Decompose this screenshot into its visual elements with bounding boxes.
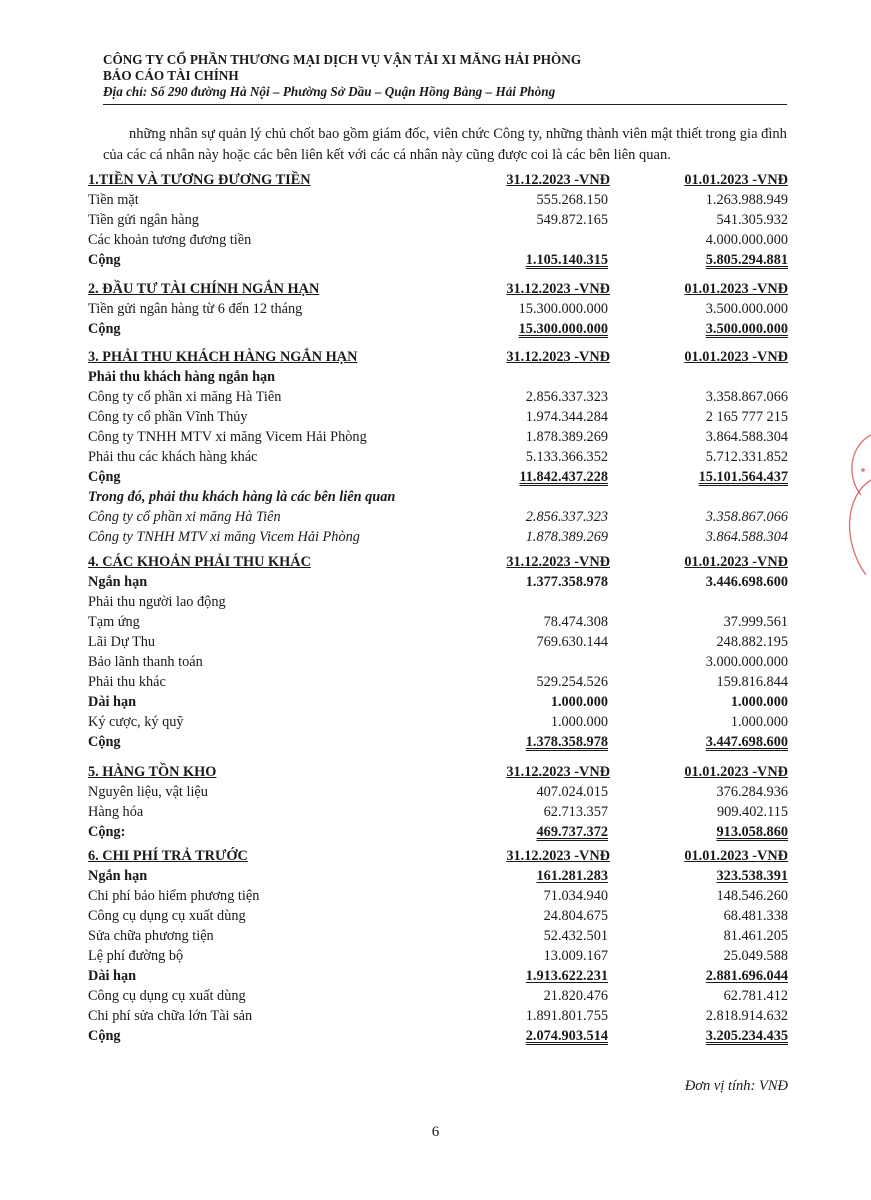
value-2023-12-31: 52.432.501 (543, 928, 608, 944)
value-2023-01-01: 25.049.588 (723, 948, 788, 964)
value-2023-12-31: 13.009.167 (543, 948, 608, 964)
value-2023-01-01: 62.781.412 (723, 988, 788, 1004)
value-2023-01-01: 3.447.698.600 (705, 734, 788, 750)
value-2023-01-01: 2.881.696.044 (705, 968, 788, 984)
value-2023-12-31: 1.974.344.284 (525, 409, 608, 425)
row-label: Công ty cổ phần Vĩnh Thủy (88, 409, 248, 425)
section-3 (88, 347, 790, 547)
row-label: Trong đó, phải thu khách hàng là các bên liên quan (88, 489, 396, 505)
value-2023-01-01: 3.000.000.000 (705, 654, 788, 670)
value-2023-12-31: 1.913.622.231 (525, 968, 608, 984)
table-row (88, 612, 790, 632)
table-row (88, 299, 790, 319)
column-header-2023-12-31: 31.12.2023 -VNĐ (506, 848, 610, 864)
column-header-2023-12-31: 31.12.2023 -VNĐ (506, 349, 610, 365)
table-row (88, 427, 790, 447)
row-label: Công cụ dụng cụ xuất dùng (88, 908, 246, 924)
section-title: 3. PHẢI THU KHÁCH HÀNG NGẮN HẠN (88, 349, 358, 365)
unit-note: Đơn vị tính: VNĐ (684, 1078, 788, 1094)
row-label: Công ty cổ phần xi măng Hà Tiên (88, 509, 281, 525)
row-label: Các khoản tương đương tiền (88, 232, 252, 248)
table-row (88, 966, 790, 986)
row-label: Phải thu người lao động (88, 594, 226, 610)
value-2023-12-31: 529.254.526 (536, 674, 608, 690)
value-2023-01-01: 37.999.561 (723, 614, 788, 630)
section-header (88, 846, 790, 866)
company-address: Địa chỉ: Số 290 đường Hà Nội – Phường Sở Dầu – Quận Hồng Bàng – Hải Phòng (103, 84, 556, 99)
section-title: 4. CÁC KHOẢN PHẢI THU KHÁC (88, 554, 311, 570)
section-title: 5. HÀNG TỒN KHO (88, 764, 217, 780)
section-5 (88, 762, 790, 842)
row-label: Phải thu khác (88, 674, 166, 690)
row-label: Dài hạn (88, 694, 137, 710)
value-2023-12-31: 1.377.358.978 (525, 574, 608, 590)
row-label: Dài hạn (88, 968, 137, 984)
row-label: Nguyên liệu, vật liệu (88, 784, 208, 800)
section-header (88, 347, 790, 367)
table-row (88, 250, 790, 270)
table-row (88, 732, 790, 752)
value-2023-12-31: 2.074.903.514 (525, 1028, 608, 1044)
value-2023-01-01: 5.712.331.852 (705, 449, 788, 465)
value-2023-01-01: 541.305.932 (716, 212, 788, 228)
row-label: Ký cược, ký quỹ (88, 714, 184, 730)
intro-text: những nhân sự quản lý chủ chốt bao gồm giám đốc, viên chức Công ty, những thành viên mật thiết trong gia đình của các cá nhân này hoặc các bên liên kết với các cá nhân này cũng được coi là các bên liên quan. (103, 126, 787, 163)
column-header-2023-01-01: 01.01.2023 -VNĐ (684, 281, 788, 297)
row-label: Cộng (88, 321, 121, 337)
table-row (88, 467, 790, 487)
value-2023-12-31: 469.737.372 (536, 824, 608, 840)
value-2023-12-31: 21.820.476 (543, 988, 608, 1004)
value-2023-01-01: 3.205.234.435 (705, 1028, 788, 1044)
value-2023-01-01: 909.402.115 (717, 804, 788, 820)
value-2023-01-01: 3.500.000.000 (705, 301, 788, 317)
value-2023-12-31: 161.281.283 (536, 868, 608, 884)
table-row (88, 986, 790, 1006)
table-row (88, 230, 790, 250)
value-2023-01-01: 3.500.000.000 (705, 321, 788, 337)
value-2023-12-31: 62.713.357 (543, 804, 608, 820)
table-row (88, 692, 790, 712)
table-row (88, 906, 790, 926)
value-2023-01-01: 3.864.588.304 (705, 529, 788, 545)
value-2023-12-31: 78.474.308 (543, 614, 608, 630)
table-row (88, 407, 790, 427)
section-header (88, 279, 790, 299)
column-header-2023-12-31: 31.12.2023 -VNĐ (506, 554, 610, 570)
red-seal-stamp (831, 430, 871, 590)
value-2023-12-31: 2.856.337.323 (525, 509, 608, 525)
value-2023-12-31: 1.000.000 (550, 714, 608, 730)
table-row (88, 866, 790, 886)
column-header-2023-01-01: 01.01.2023 -VNĐ (684, 349, 788, 365)
value-2023-12-31: 11.842.437.228 (519, 469, 608, 485)
table-row (88, 802, 790, 822)
value-2023-01-01: 376.284.936 (716, 784, 788, 800)
table-row (88, 926, 790, 946)
value-2023-01-01: 81.461.205 (723, 928, 788, 944)
row-label: Phải thu khách hàng ngắn hạn (88, 369, 276, 385)
document-header (103, 52, 581, 100)
header-divider (103, 104, 787, 105)
row-label: Cộng (88, 252, 121, 268)
row-label: Tạm ứng (88, 614, 140, 630)
table-row (88, 507, 790, 527)
table-row (88, 672, 790, 692)
table-row (88, 319, 790, 339)
row-label: Công ty cổ phần xi măng Hà Tiên (88, 389, 282, 405)
row-label: Cộng (88, 734, 121, 750)
column-header-2023-01-01: 01.01.2023 -VNĐ (684, 172, 788, 188)
table-row (88, 1006, 790, 1026)
row-label: Phải thu các khách hàng khác (88, 449, 258, 465)
row-label: Sửa chữa phương tiện (88, 928, 214, 944)
section-header (88, 762, 790, 782)
column-header-2023-12-31: 31.12.2023 -VNĐ (506, 172, 610, 188)
company-name: CÔNG TY CỔ PHẦN THƯƠNG MẠI DỊCH VỤ VẬN TẢI XI MĂNG HẢI PHÒNG (103, 52, 582, 67)
row-label: Công ty TNHH MTV xi măng Vicem Hải Phòng (88, 429, 367, 445)
section-title: 1.TIỀN VÀ TƯƠNG ĐƯƠNG TIỀN (88, 172, 311, 188)
table-row (88, 387, 790, 407)
row-label: Bảo lãnh thanh toán (88, 654, 203, 670)
value-2023-12-31: 1.878.389.269 (525, 529, 608, 545)
value-2023-12-31: 1.000.000 (550, 694, 608, 710)
section-header (88, 170, 790, 190)
table-row (88, 367, 790, 387)
value-2023-01-01: 15.101.564.437 (698, 469, 788, 485)
value-2023-01-01: 5.805.294.881 (705, 252, 788, 268)
column-header-2023-01-01: 01.01.2023 -VNĐ (684, 764, 788, 780)
value-2023-12-31: 555.268.150 (536, 192, 608, 208)
table-row (88, 946, 790, 966)
table-row (88, 527, 790, 547)
section-4 (88, 552, 790, 752)
row-label: Công cụ dụng cụ xuất dùng (88, 988, 246, 1004)
value-2023-01-01: 3.446.698.600 (705, 574, 788, 590)
table-row (88, 592, 790, 612)
report-title: BÁO CÁO TÀI CHÍNH (103, 68, 239, 83)
row-label: Hàng hóa (88, 804, 144, 820)
column-header-2023-01-01: 01.01.2023 -VNĐ (684, 554, 788, 570)
table-row (88, 822, 790, 842)
table-row (88, 782, 790, 802)
value-2023-12-31: 15.300.000.000 (518, 301, 608, 317)
intro-paragraph (103, 124, 793, 166)
value-2023-12-31: 2.856.337.323 (525, 389, 608, 405)
value-2023-01-01: 2.818.914.632 (705, 1008, 788, 1024)
value-2023-01-01: 1.000.000 (730, 714, 788, 730)
value-2023-12-31: 1.105.140.315 (525, 252, 608, 268)
row-label: Tiền gửi ngân hàng (88, 212, 199, 228)
row-label: Ngắn hạn (88, 574, 148, 590)
value-2023-12-31: 549.872.165 (536, 212, 608, 228)
table-row (88, 886, 790, 906)
row-label: Lệ phí đường bộ (88, 948, 184, 964)
value-2023-12-31: 1.378.358.978 (525, 734, 608, 750)
value-2023-01-01: 68.481.338 (723, 908, 788, 924)
value-2023-12-31: 71.034.940 (543, 888, 608, 904)
value-2023-12-31: 407.024.015 (536, 784, 608, 800)
row-label: Tiền gửi ngân hàng từ 6 đến 12 tháng (88, 301, 303, 317)
value-2023-01-01: 323.538.391 (716, 868, 788, 884)
value-2023-01-01: 2 165 777 215 (705, 409, 788, 425)
section-header (88, 552, 790, 572)
section-2 (88, 279, 790, 339)
table-row (88, 632, 790, 652)
row-label: Cộng (88, 1028, 121, 1044)
row-label: Lãi Dự Thu (88, 634, 156, 650)
section-title: 6. CHI PHÍ TRẢ TRƯỚC (88, 848, 248, 864)
row-label: Cộng: (88, 824, 126, 840)
value-2023-01-01: 159.816.844 (716, 674, 788, 690)
table-row (88, 712, 790, 732)
row-label: Cộng (88, 469, 121, 485)
value-2023-01-01: 1.263.988.949 (705, 192, 788, 208)
table-row (88, 447, 790, 467)
value-2023-01-01: 913.058.860 (716, 824, 788, 840)
value-2023-01-01: 4.000.000.000 (705, 232, 788, 248)
value-2023-12-31: 15.300.000.000 (518, 321, 608, 337)
page-number: 6 (431, 1124, 440, 1140)
row-label: Ngắn hạn (88, 868, 148, 884)
column-header-2023-12-31: 31.12.2023 -VNĐ (506, 281, 610, 297)
value-2023-12-31: 24.804.675 (543, 908, 608, 924)
section-title: 2. ĐẦU TƯ TÀI CHÍNH NGẮN HẠN (88, 281, 320, 297)
table-row (88, 487, 790, 507)
table-row (88, 190, 790, 210)
value-2023-01-01: 3.358.867.066 (705, 509, 788, 525)
value-2023-01-01: 3.358.867.066 (705, 389, 788, 405)
section-6 (88, 846, 790, 1046)
row-label: Tiền mặt (88, 192, 139, 208)
row-label: Công ty TNHH MTV xi măng Vicem Hải Phòng (88, 529, 360, 545)
table-row (88, 652, 790, 672)
row-label: Chi phí sửa chữa lớn Tài sản (88, 1008, 253, 1024)
value-2023-12-31: 5.133.366.352 (525, 449, 608, 465)
value-2023-01-01: 148.546.260 (716, 888, 788, 904)
value-2023-12-31: 769.630.144 (536, 634, 608, 650)
table-row (88, 1026, 790, 1046)
value-2023-01-01: 248.882.195 (716, 634, 788, 650)
row-label: Chi phí bảo hiểm phương tiện (88, 888, 260, 904)
table-row (88, 210, 790, 230)
table-row (88, 572, 790, 592)
column-header-2023-12-31: 31.12.2023 -VNĐ (506, 764, 610, 780)
value-2023-01-01: 1.000.000 (730, 694, 788, 710)
section-1 (88, 170, 790, 270)
value-2023-01-01: 3.864.588.304 (705, 429, 788, 445)
column-header-2023-01-01: 01.01.2023 -VNĐ (684, 848, 788, 864)
value-2023-12-31: 1.891.801.755 (525, 1008, 608, 1024)
value-2023-12-31: 1.878.389.269 (525, 429, 608, 445)
